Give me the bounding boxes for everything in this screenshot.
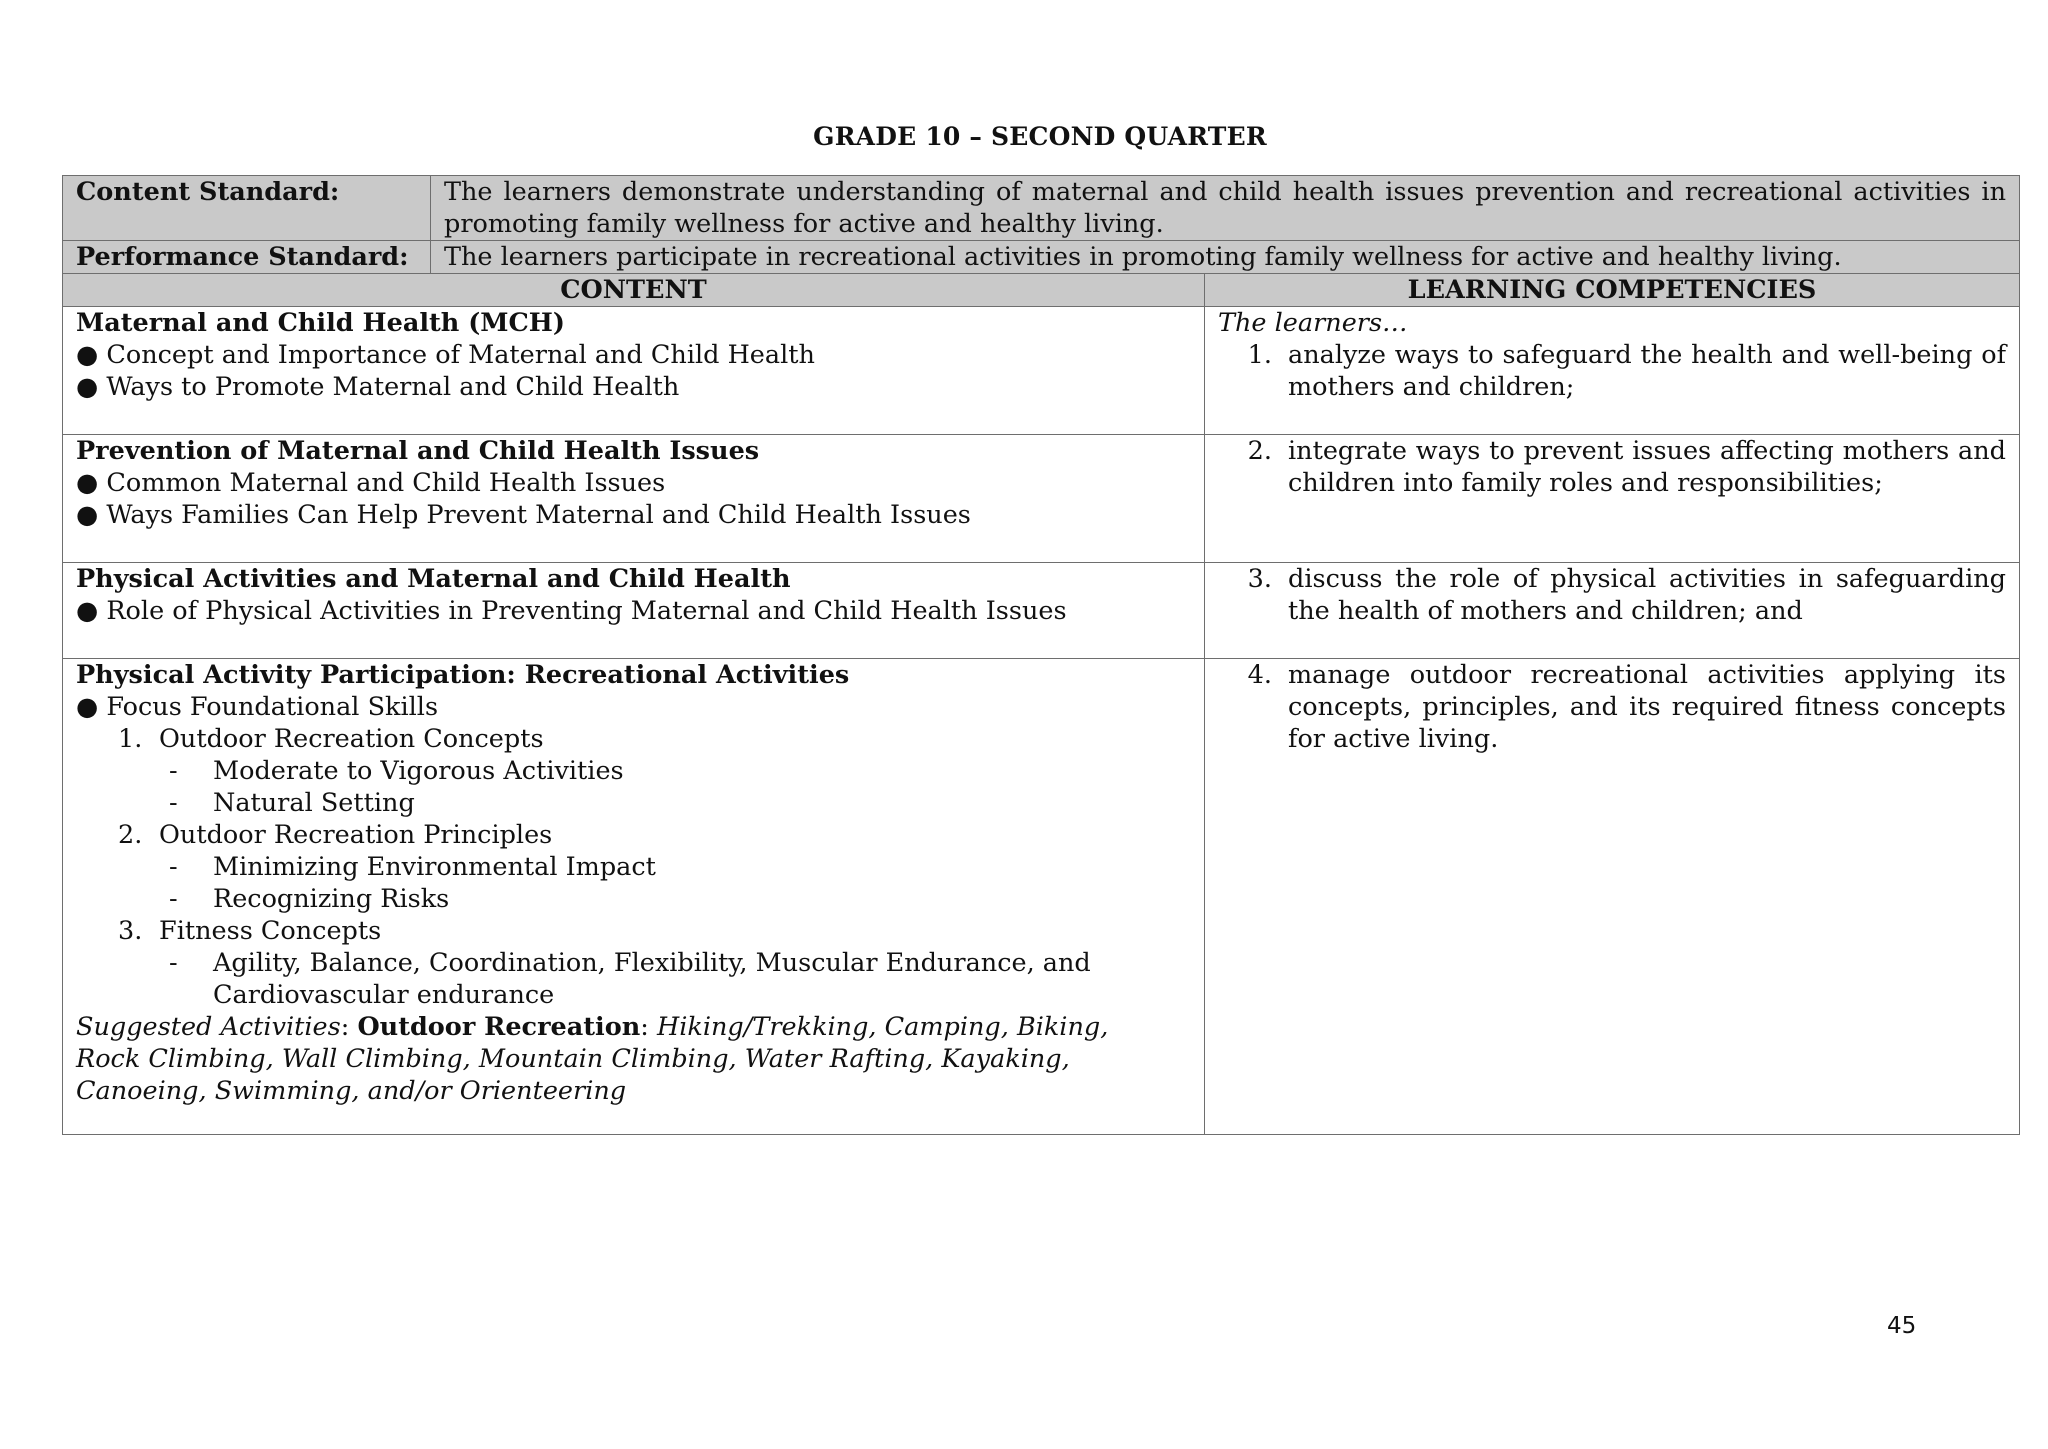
content-heading: Physical Activities and Maternal and Child Health [76,564,791,594]
table-row [63,659,2020,1135]
curriculum-table [62,175,2020,1135]
content-bullet: ● Ways Families Can Help Prevent Maternal and Child Health Issues [76,500,971,530]
competency-item [1218,435,2006,499]
outline-label: Outdoor Recreation Concepts [159,724,544,754]
outline-item [76,723,1191,755]
content-heading: Prevention of Maternal and Child Health Issues [76,436,760,466]
content-bullet: ● Role of Physical Activities in Preventing Maternal and Child Health Issues [76,596,1067,626]
content-standard-text: The learners demonstrate understanding of maternal and child health issues prevention and recreational activities in promoting family wellness for active and healthy living. [431,176,2020,241]
outline-item [76,819,1191,851]
dash-marker: - [169,852,178,882]
performance-standard-text: The learners participate in recreational activities in promoting family wellness for active and healthy living. [431,241,2020,274]
content-heading: Maternal and Child Health (MCH) [76,308,565,338]
competency-cell [1205,563,2020,659]
outline-item [76,915,1191,947]
competency-cell [1205,435,2020,563]
content-standard-row [63,176,2020,241]
outline-subitem-text: Minimizing Environmental Impact [213,852,656,882]
content-cell [63,435,1205,563]
content-heading: Physical Activity Participation: Recreational Activities [76,660,850,690]
outline-subitem-text: Moderate to Vigorous Activities [213,756,624,786]
dash-marker: - [169,948,178,978]
colon: : [640,1012,649,1042]
competency-number: 3. [1247,564,1272,594]
performance-standard-label: Performance Standard: [63,241,431,274]
outline-number: 2. [118,820,143,850]
outline-subitem [76,755,1191,787]
competency-number: 4. [1247,660,1272,690]
competency-text: analyze ways to safeguard the health and well-being of mothers and children; [1288,340,2007,402]
table-row [63,563,2020,659]
content-bullet: ● Ways to Promote Maternal and Child Health [76,372,680,402]
table-row [63,435,2020,563]
competency-item [1218,563,2006,627]
content-standard-label: Content Standard: [63,176,431,241]
outline-subitem-text: Recognizing Risks [213,884,450,914]
suggested-activities-label: Suggested Activities [76,1012,341,1042]
competency-text: manage outdoor recreational activities applying its concepts, principles, and its required fitness concepts for active living. [1288,660,2007,754]
outline-number: 1. [118,724,143,754]
competency-cell [1205,659,2020,1135]
content-cell [63,563,1205,659]
outline-label: Fitness Concepts [159,916,382,946]
table-row [63,307,2020,435]
content-bullet: ● Concept and Importance of Maternal and Child Health [76,340,815,370]
competency-intro: The learners… [1218,308,1408,338]
outline-subitem [76,883,1191,915]
content-bullet: ● Common Maternal and Child Health Issues [76,468,666,498]
outline-subitem [76,947,1191,1011]
outline-subitem-text: Agility, Balance, Coordination, Flexibility, Muscular Endurance, and Cardiovascular endurance [213,948,1091,1010]
outline-number: 3. [118,916,143,946]
column-header-row [63,274,2020,307]
outline-label: Outdoor Recreation Principles [159,820,553,850]
competency-number: 1. [1247,340,1272,370]
outline-subitem [76,787,1191,819]
competency-text: discuss the role of physical activities in safeguarding the health of mothers and children; and [1288,564,2007,626]
competencies-column-header: LEARNING COMPETENCIES [1205,274,2020,307]
performance-standard-row [63,241,2020,274]
content-cell [63,659,1205,1135]
colon: : [340,1012,350,1042]
content-cell [63,307,1205,435]
competency-item [1218,659,2006,755]
competency-cell [1205,307,2020,435]
competency-text: integrate ways to prevent issues affecting mothers and children into family roles and responsibilities; [1288,436,2007,498]
dash-marker: - [169,788,178,818]
suggested-activities-type: Outdoor Recreation [357,1012,641,1042]
suggested-activities [76,1011,1176,1107]
content-bullet: ● Focus Foundational Skills [76,692,439,722]
suggested-activities-list: Hiking/Trekking, Camping, Biking, Rock Climbing, Wall Climbing, Mountain Climbing, Water Rafting, Kayaking, Canoeing, Swimming, and/or Orienteering [76,1012,1109,1106]
page-title: GRADE 10 – SECOND QUARTER [813,122,1267,151]
outline-subitem [76,851,1191,883]
page-number: 45 [1887,1313,1917,1339]
competency-number: 2. [1247,436,1272,466]
content-column-header: CONTENT [63,274,1205,307]
competency-item [1218,339,2006,403]
dash-marker: - [169,756,178,786]
outline-subitem-text: Natural Setting [213,788,415,818]
dash-marker: - [169,884,178,914]
